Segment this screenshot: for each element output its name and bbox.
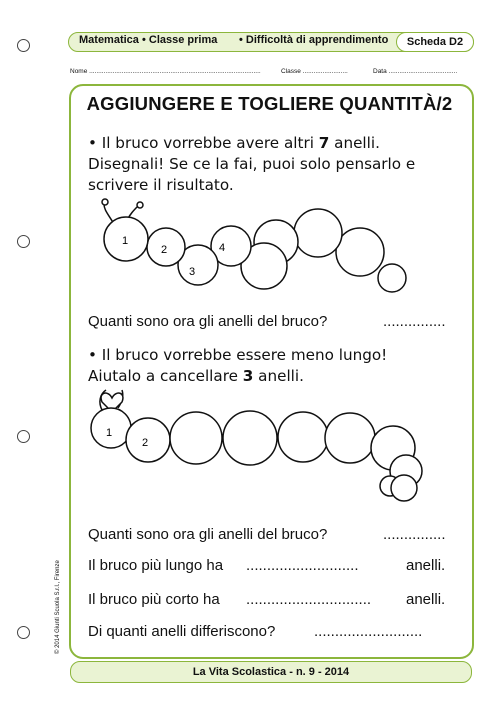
exercise1-line3: scrivere il risultato. xyxy=(88,176,234,194)
question-text: Di quanti anelli differiscono? xyxy=(88,623,276,640)
answer-field[interactable]: .............................. xyxy=(246,591,372,608)
exercise2-line2: Aiutalo a cancellare 3 anelli. xyxy=(88,367,304,385)
question-suffix: anelli. xyxy=(406,591,446,608)
ring-number: 3 xyxy=(189,266,196,278)
ring-number: 1 xyxy=(122,235,129,247)
name-field[interactable]: Nome ............................................................................................... xyxy=(70,68,261,75)
answer-field[interactable]: .......................... xyxy=(314,623,423,640)
question-longest xyxy=(88,557,456,574)
sheet-badge: Scheda D2 xyxy=(396,32,474,52)
exercise2-question xyxy=(88,526,456,543)
binder-hole xyxy=(17,626,30,639)
question-text: Il bruco più corto ha xyxy=(88,591,220,608)
exercise1-line2: Disegnali! Se ce la fai, puoi solo pensarlo e xyxy=(88,155,416,173)
ring-number: 2 xyxy=(161,244,168,256)
exercise2-question-text: Quanti sono ora gli anelli del bruco? xyxy=(88,526,328,543)
answer-field[interactable]: ........................... xyxy=(246,557,359,574)
exercise1-line1 xyxy=(88,133,463,154)
page-title: AGGIUNGERE E TOGLIERE QUANTITÀ/2 xyxy=(86,93,453,114)
question-suffix: anelli. xyxy=(406,557,446,574)
header-topic: • Difficoltà di apprendimento xyxy=(239,34,389,46)
binder-hole xyxy=(17,430,30,443)
ring-number: 2 xyxy=(142,437,149,449)
answer-field[interactable]: ............... xyxy=(383,313,446,330)
header-subject: Matematica • Classe prima xyxy=(79,34,218,46)
exercise1-question-text: Quanti sono ora gli anelli del bruco? xyxy=(88,313,328,330)
header-bar xyxy=(68,32,474,52)
answer-field[interactable]: ............... xyxy=(383,526,446,543)
question-shortest xyxy=(88,591,456,608)
date-field[interactable]: Data ...................................... xyxy=(373,68,458,75)
footer-bar: La Vita Scolastica - n. 9 - 2014 xyxy=(70,661,472,683)
binder-hole xyxy=(17,235,30,248)
class-field[interactable]: Classe ......................... xyxy=(281,68,348,75)
exercise1-line1-text: • Il bruco vorrebbe avere altri 7 anelli. xyxy=(88,134,380,152)
copyright-notice: © 2014 Giunti Scuola S.r.l., Firenze xyxy=(55,560,61,654)
ring-number: 4 xyxy=(219,242,226,254)
exercise2-line1: • Il bruco vorrebbe essere meno lungo! xyxy=(88,346,388,364)
exercise1-question xyxy=(88,313,456,330)
ring-number: 1 xyxy=(106,427,113,439)
question-text: Il bruco più lungo ha xyxy=(88,557,224,574)
binder-hole xyxy=(17,39,30,52)
question-difference xyxy=(88,623,456,640)
caterpillar-1 xyxy=(88,196,418,300)
caterpillar-2 xyxy=(88,386,428,510)
